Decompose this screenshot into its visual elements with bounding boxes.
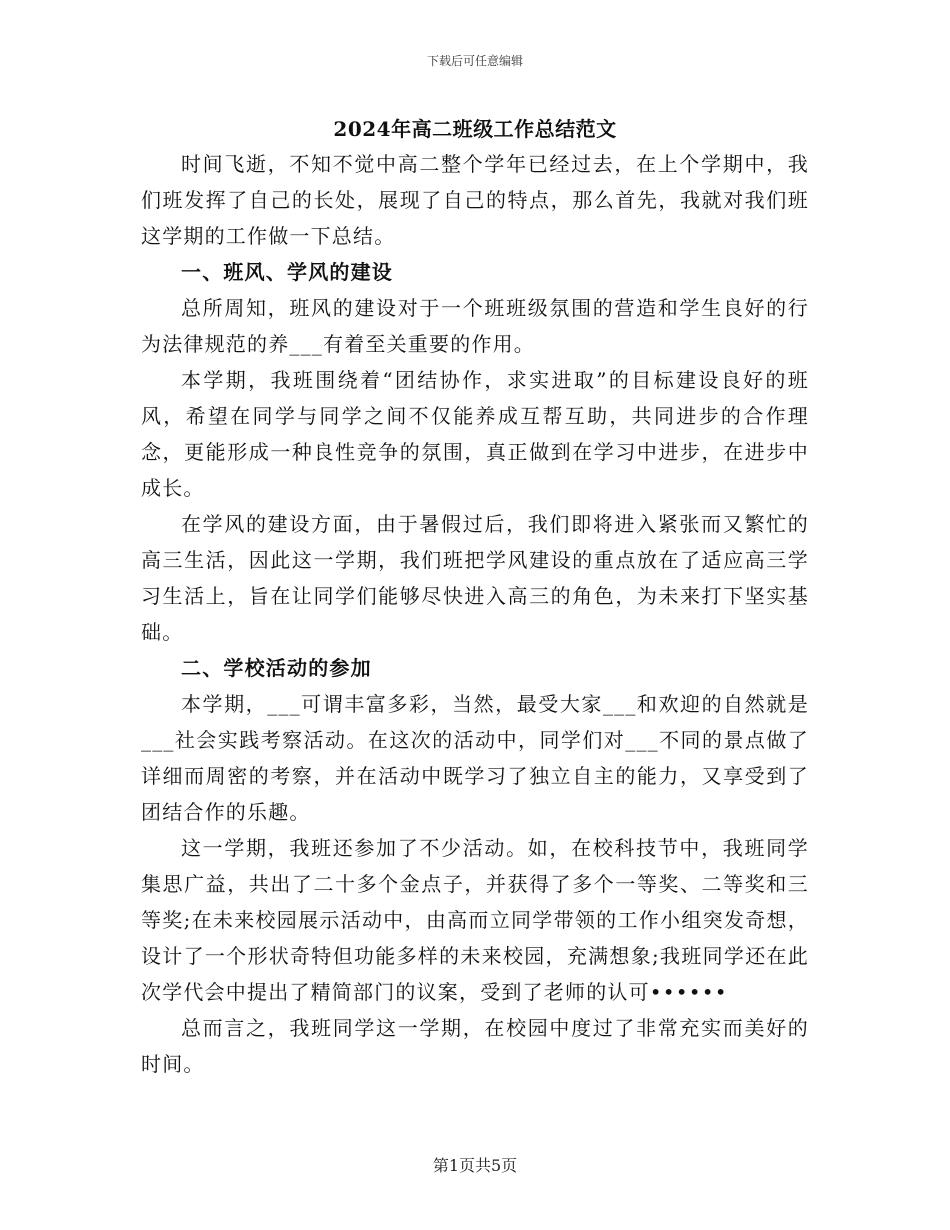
intro-paragraph: 时间飞逝，不知不觉中高二整个学年已经过去，在上个学期中，我们班发挥了自己的长处，展现了自己的特点，那么首先，我就对我们班这学期的工作做一下总结。 [141, 152, 809, 248]
document-title: 2024年高二班级工作总结范文 [333, 117, 617, 141]
page-header-note: 下载后可任意编辑 [426, 54, 523, 68]
page-number-indicator: 第1页共5页 [432, 1156, 518, 1175]
paragraph-conclusion: 总而言之，我班同学这一学期，在校园中度过了非常充实而美好的时间。 [141, 1016, 809, 1076]
paragraph-social-practice: 本学期，___可谓丰富多彩，当然，最受大家___和欢迎的自然就是___社会实践考察活动。在这次的活动中，同学们对___不同的景点做了详细而周密的考察，并在活动中既学习了独立自主的能力，又享受到了团结合作的乐趣。 [141, 692, 809, 824]
paragraph-activities-list: 这一学期，我班还参加了不少活动。如，在校科技节中，我班同学集思广益，共出了二十多个金点子，并获得了多个一等奖、二等奖和三等奖;在未来校园展示活动中，由高而立同学带领的工作小组突发奇想，设计了一个形状奇特但功能多样的未来校园，充满想象;我班同学还在此次学代会中提出了精简部门的议案，受到了老师的认可•••••• [141, 836, 809, 1004]
document-body [141, 146, 809, 1082]
section-heading-class-style: 一、班风、学风的建设 [181, 260, 393, 284]
paragraph-class-style-goal: 本学期，我班围绕着“团结协作，求实进取”的目标建设良好的班风，希望在同学与同学之间不仅能养成互帮互助，共同进步的合作理念，更能形成一种良性竞争的氛围，真正做到在学习中进步，在进步中成长。 [141, 368, 809, 500]
section-heading-school-activities: 二、学校活动的参加 [181, 656, 372, 680]
paragraph-class-style-importance: 总所周知，班风的建设对于一个班班级氛围的营造和学生良好的行为法律规范的养___有着至关重要的作用。 [141, 296, 809, 356]
paragraph-study-style: 在学风的建设方面，由于暑假过后，我们即将进入紧张而又繁忙的高三生活，因此这一学期，我们班把学风建设的重点放在了适应高三学习生活上，旨在让同学们能够尽快进入高三的角色，为未来打下坚实基础。 [141, 512, 809, 644]
